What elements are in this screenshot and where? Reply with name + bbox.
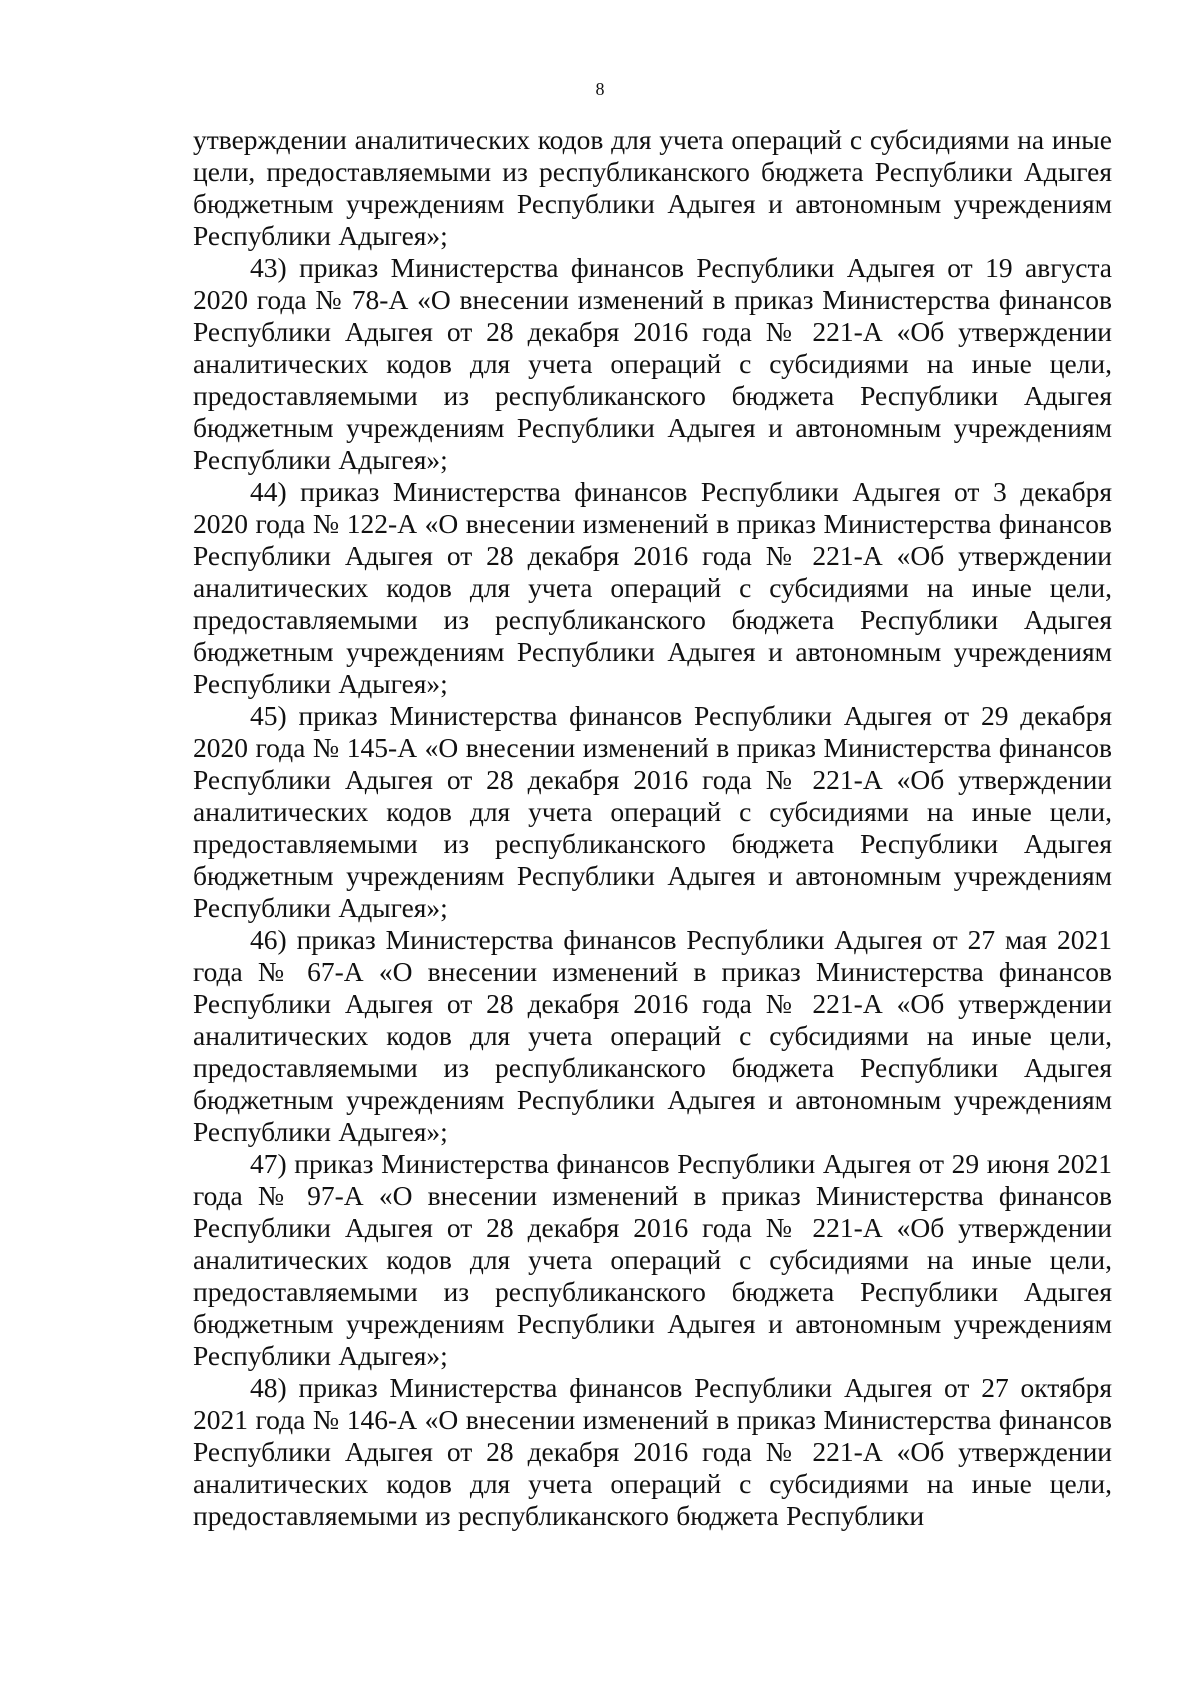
list-item-48: 48) приказ Министерства финансов Республики Адыгея от 27 октября 2021 года № 146-А «О внесении изменений в приказ Министерства финансов Республики Адыгея от 28 декабря 2016 года № 221-А «Об утверждении аналитических кодов для учета операций с субсидиями на иные цели, предоставляемыми из республиканского бюджета Республики [193,1372,1112,1531]
list-item-43: 43) приказ Министерства финансов Республики Адыгея от 19 августа 2020 года № 78-А «О внесении изменений в приказ Министерства финансов Республики Адыгея от 28 декабря 2016 года № 221-А «Об утверждении аналитических кодов для учета операций с субсидиями на иные цели, предоставляемыми из республиканского бюджета Республики Адыгея бюджетным учреждениям Республики Адыгея и автономным учреждениям Республики Адыгея»; [193,252,1112,475]
list-item-46: 46) приказ Министерства финансов Республики Адыгея от 27 мая 2021 года № 67-А «О внесении изменений в приказ Министерства финансов Республики Адыгея от 28 декабря 2016 года № 221-А «Об утверждении аналитических кодов для учета операций с субсидиями на иные цели, предоставляемыми из республиканского бюджета Республики Адыгея бюджетным учреждениям Республики Адыгея и автономным учреждениям Республики Адыгея»; [193,924,1112,1147]
page-number: 8 [595,79,605,99]
list-item-44: 44) приказ Министерства финансов Республики Адыгея от 3 декабря 2020 года № 122-А «О внесении изменений в приказ Министерства финансов Республики Адыгея от 28 декабря 2016 года № 221-А «Об утверждении аналитических кодов для учета операций с субсидиями на иные цели, предоставляемыми из республиканского бюджета Республики Адыгея бюджетным учреждениям Республики Адыгея и автономным учреждениям Республики Адыгея»; [193,476,1112,699]
list-item-47: 47) приказ Министерства финансов Республики Адыгея от 29 июня 2021 года № 97-А «О внесении изменений в приказ Министерства финансов Республики Адыгея от 28 декабря 2016 года № 221-А «Об утверждении аналитических кодов для учета операций с субсидиями на иные цели, предоставляемыми из республиканского бюджета Республики Адыгея бюджетным учреждениям Республики Адыгея и автономным учреждениям Республики Адыгея»; [193,1148,1112,1371]
paragraph-continuation: утверждении аналитических кодов для учета операций с субсидиями на иные цели, предоставляемыми из республиканского бюджета Республики Адыгея бюджетным учреждениям Республики Адыгея и автономным учреждениям Республики Адыгея»; [193,124,1112,251]
document-body [193,124,1112,1532]
list-item-45: 45) приказ Министерства финансов Республики Адыгея от 29 декабря 2020 года № 145-А «О внесении изменений в приказ Министерства финансов Республики Адыгея от 28 декабря 2016 года № 221-А «Об утверждении аналитических кодов для учета операций с субсидиями на иные цели, предоставляемыми из республиканского бюджета Республики Адыгея бюджетным учреждениям Республики Адыгея и автономным учреждениям Республики Адыгея»; [193,700,1112,923]
